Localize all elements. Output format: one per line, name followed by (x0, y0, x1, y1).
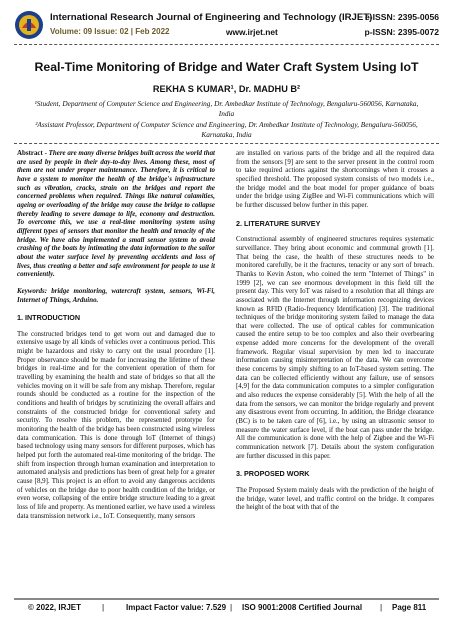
footer-separator: | (102, 603, 105, 612)
proposed-work-text: The Proposed System mainly deals with the prediction of the height of the bridge, water level, and traffic control on the bridge. It compares the height of the boat with that of the (236, 485, 434, 512)
keywords (17, 287, 215, 304)
affiliation-2: ²Assistant Professor, Department of Computer Science and Engineering, Dr. Ambedkar Institute of Technology, Bengaluru-560056, Karnataka, India (35, 120, 418, 139)
abstract-divider (14, 143, 439, 144)
footer-separator: | (230, 603, 233, 612)
left-column (17, 149, 215, 520)
abstract-label: Abstract - (17, 149, 47, 157)
irjet-logo-icon (14, 10, 44, 40)
journal-website-link[interactable]: www.irjet.net (226, 27, 278, 37)
introduction-heading: 1. INTRODUCTION (17, 313, 81, 323)
e-issn: e-ISSN: 2395-0056 (364, 12, 439, 22)
header-divider (14, 44, 439, 45)
literature-survey-text: Constructional assembly of engineered structures requires systematic surveillance. They bring about economic and communal growth [1]. That being the case, the health of these structures needs to be monitored carefully, be it the fractures, tenacity or any sort of breach. Thanks to Kevin Aston, who coined the term "Internet of Things" in 1999 [2], we can see enormous development in this field till the present day. This very IoT was raised to a resolution that all things are associated with the Internet through information recognizing devices known as RFID (Radio-frequency Identification) [3]. The traditional techniques of the bridge monitoring system failed to manage the data that were collected. The use of optical cables for communication caused the entire setup to be too complex and also their overbearing expense added more concerns for the development of the overall framework. Regular visual supervision by men led to inaccurate information causing misinterpretation of the data. We can overcome these concerns by simply shifting to an IoT-based system setting. The data can be collected efficiently without any failure, use of sensors [4,9] for the data communication computes to a simpler configuration and also reduces the expense considerably [5]. With the help of all the data from the sensors, we can monitor the bridge regularly and prevent any disastrous event from occurring. In addition, the Bridge clearance (BC) is to be taken care of [6], i.e., by using an ultrasonic sensor to measure the water surface level, if the boat can pass under the bridge. All the communication is done with the help of Zigbee and the Wi-Fi communication network [7]. Details about the system configuration are further discussed in this paper. (236, 235, 434, 460)
p-issn: p-ISSN: 2395-0072 (364, 27, 439, 37)
introduction-continued-text: are installed on various parts of the bridge and all the required data from the sensors [9] are sent to the server present in the control room to take required actions against the shortcomings when it crosses a specified threshold. The proposed system consists of two models i.e., the bridge model and the boat model for proper guidance of boats under the bridge using ZigBee and Wi-Fi communications which will be further discussed below further in this paper. (236, 149, 434, 209)
affiliation-1: ¹Student, Department of Computer Science and Engineering, Dr. Ambedkar Institute of Technology, Bengaluru-560056, Karnataka, India (34, 99, 419, 118)
journal-header (14, 10, 439, 44)
footer-copyright: © 2022, IRJET (28, 603, 82, 612)
keywords-text: bridge monitoring, watercraft system, sensors, Wi-Fi, Internet of Things, Arduino. (17, 286, 215, 304)
abstract-text: There are many diverse bridges built across the world that are used by people in their day-to-day lives. Among these, most of them are not under proper maintenance. Therefore, it is critical to have a system to monitor the health of the bridge's infrastructure such as vibration, cracks, strain on the bridges and report the concerned problems when required. Things like natural calamities, ageing or overloading of the bridge may cause the bridge to collapse thereby leading to severe damage to life, economy and destruction. To overcome this, we use a real-time monitoring system using different types of sensors that monitor the health and tenacity of the bridge. We have also implemented a small sensor system to avoid crashing of the boats by intimating the data information to the sailor about the water surface level by preventing accidents and loss of lives, thus creating a better and safe environment for people to use it conveniently. (17, 149, 215, 279)
journal-volume-issue: Volume: 09 Issue: 02 | Feb 2022 (50, 27, 170, 36)
footer-divider (14, 598, 439, 600)
footer-page-number: Page 811 (392, 603, 427, 612)
footer-impact-factor: Impact Factor value: 7.529 (126, 603, 227, 612)
abstract (17, 149, 215, 279)
keywords-label: Keywords: (17, 286, 48, 295)
paper-authors: REKHA S KUMAR¹, Dr. MADHU B² (152, 84, 301, 94)
paper-title: Real-Time Monitoring of Bridge and Water Craft System Using IoT (34, 60, 419, 74)
proposed-work-heading: 3. PROPOSED WORK (236, 469, 310, 479)
footer-iso: ISO 9001:2008 Certified Journal (242, 603, 363, 612)
literature-survey-heading: 2. LITERATURE SURVEY (236, 218, 321, 228)
journal-name: International Research Journal of Engineering and Technology (IRJET) (50, 12, 373, 23)
right-column (236, 149, 434, 512)
footer-separator: | (380, 603, 383, 612)
introduction-text: The constructed bridges tend to get worn out and damaged due to extensive usage by all kinds of vehicles over a continuous period. This might be hazardous and risky to carry out the usual procedure [1]. Proper observance should be made for increasing the lifetime of these bridges in real-time and for the convenient operation of them for travelling by examining the health and state of bridges so that all the vehicles moving on it will be safe from any mishap. Therefore, regular rounds should be conducted as a routine for the inspection of the conditions and health of bridges by scrutinizing the overall affairs and constraints of the constructed bridge for conventional safety and security. To resolve this problem, the represented prototype for monitoring the health of the bridge has been constructed using wireless data communication. This is done through IoT (Internet of things) based technology using many sensors for different purposes, which has helped put forth the automated real-time monitoring of the bridge. The shift from inspection through human examination and interpretation to automated analysis and predictions has been of great help for a greater cause [8,9]. This project is an effort to avoid any dangerous accidents of vehicles on the bridge due to poor health condition of the bridge, or even worse, collapsing of the entire bridge structure leading to a great loss of life and property. As mentioned earlier, we have used a wireless data transmission network i.e., IoT. Consequently, many sensors (17, 329, 215, 520)
